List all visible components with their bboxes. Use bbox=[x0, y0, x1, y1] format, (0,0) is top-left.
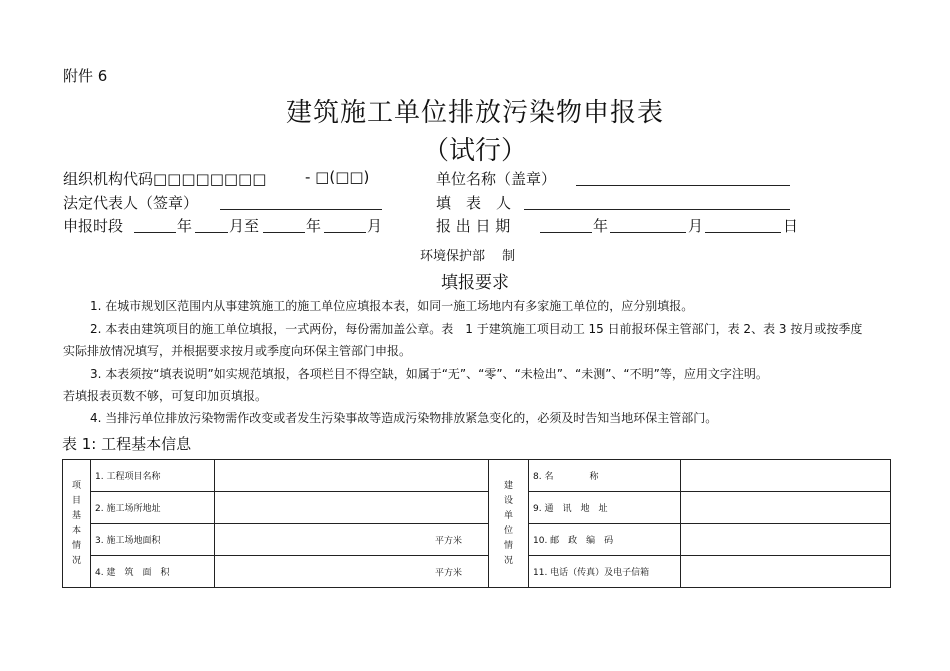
table-row bbox=[63, 556, 891, 588]
site-address-label: 2. 施工场所地址 bbox=[91, 492, 215, 524]
project-name-field[interactable] bbox=[215, 460, 489, 492]
table-row bbox=[63, 524, 891, 556]
form-title: 建筑施工单位排放污染物申报表 bbox=[285, 98, 664, 128]
unit-name-line[interactable] bbox=[576, 185, 790, 186]
period-year-1: 年 bbox=[177, 217, 193, 235]
issuer-text: 环境保护部 制 bbox=[420, 249, 516, 264]
table1-caption: 表 1: 工程基本信息 bbox=[62, 435, 192, 453]
building-area-unit: 平方米 bbox=[434, 568, 462, 578]
report-day-line[interactable] bbox=[705, 232, 781, 233]
project-group-label bbox=[63, 460, 91, 588]
builder-name-label: 8. 名 称 bbox=[529, 460, 681, 492]
report-month-text: 月 bbox=[688, 217, 704, 235]
contact-label: 11. 电话（传真）及电子信箱 bbox=[529, 556, 681, 588]
contact-field[interactable] bbox=[681, 556, 891, 588]
instruction-2b: 实际排放情况填写，并根据要求按月或季度向环保主管部门申报。 bbox=[63, 344, 412, 358]
instruction-1: 1. 在城市规划区范围内从事建筑施工的施工单位应填报本表，如同一施工场地内有多家施工单位的，应分别填报。 bbox=[90, 299, 694, 313]
report-day-text: 日 bbox=[783, 217, 799, 235]
org-code-suffix: - □(□□) bbox=[305, 168, 370, 186]
postal-code-label: 10. 邮 政 编 码 bbox=[529, 524, 681, 556]
basic-info-table bbox=[62, 459, 891, 588]
site-address-field[interactable] bbox=[215, 492, 489, 524]
form-subtitle: （试行） bbox=[422, 136, 527, 166]
period-month-to: 月至 bbox=[229, 217, 260, 235]
period-end-month-line[interactable] bbox=[324, 232, 366, 233]
building-area-label: 4. 建 筑 面 积 bbox=[91, 556, 215, 588]
builder-name-field[interactable] bbox=[681, 460, 891, 492]
period-month-end: 月 bbox=[367, 217, 383, 235]
table-row bbox=[63, 460, 891, 492]
table-row bbox=[63, 492, 891, 524]
period-start-year-line[interactable] bbox=[134, 232, 176, 233]
period-year-2: 年 bbox=[306, 217, 322, 235]
site-area-field[interactable] bbox=[215, 524, 489, 556]
site-area-label: 3. 施工场地面积 bbox=[91, 524, 215, 556]
report-year-text: 年 bbox=[593, 217, 609, 235]
project-name-label: 1. 工程项目名称 bbox=[91, 460, 215, 492]
instruction-3a: 3. 本表须按“填表说明”如实规范填报，各项栏目不得空缺，如属于“无”、“零”、“未检出”、“未测”、“不明”等，应用文字注明。 bbox=[90, 367, 768, 381]
period-end-year-line[interactable] bbox=[263, 232, 305, 233]
report-year-line[interactable] bbox=[540, 232, 592, 233]
project-group-text: 项目基本情况 bbox=[71, 480, 81, 566]
filler-label[interactable]: 填 表 人 bbox=[436, 194, 512, 212]
report-date-label: 报 出 日 期 bbox=[436, 217, 511, 235]
builder-group-label bbox=[489, 460, 529, 588]
instruction-3b: 若填报表页数不够，可复印加页填报。 bbox=[63, 389, 268, 403]
builder-group-text: 建设单位情况 bbox=[503, 480, 513, 566]
instruction-2a: 2. 本表由建筑项目的施工单位填报，一式两份，每份需加盖公章。表 1 于建筑施工项目动工 15 日前报环保主管部门，表 2、表 3 按月或按季度 bbox=[90, 322, 863, 336]
period-start-month-line[interactable] bbox=[195, 232, 228, 233]
building-area-field[interactable] bbox=[215, 556, 489, 588]
legal-rep-line[interactable] bbox=[220, 209, 382, 210]
instructions-heading: 填报要求 bbox=[441, 273, 509, 293]
mailing-address-field[interactable] bbox=[681, 492, 891, 524]
attachment-number: 附件 6 bbox=[63, 67, 108, 85]
site-area-unit: 平方米 bbox=[434, 536, 462, 546]
legal-rep-label[interactable]: 法定代表人（签章） bbox=[63, 194, 199, 212]
period-label: 申报时段 bbox=[63, 217, 124, 235]
unit-name-label[interactable]: 单位名称（盖章） bbox=[436, 170, 557, 188]
postal-code-field[interactable] bbox=[681, 524, 891, 556]
report-month-line[interactable] bbox=[610, 232, 686, 233]
org-code-label: 组织机构代码□□□□□□□□ bbox=[63, 170, 267, 188]
filler-line[interactable] bbox=[524, 209, 790, 210]
instruction-4: 4. 当排污单位排放污染物需作改变或者发生污染事故等造成污染物排放紧急变化的，必须及时告知当地环保主管部门。 bbox=[90, 411, 718, 425]
mailing-address-label: 9. 通 讯 地 址 bbox=[529, 492, 681, 524]
